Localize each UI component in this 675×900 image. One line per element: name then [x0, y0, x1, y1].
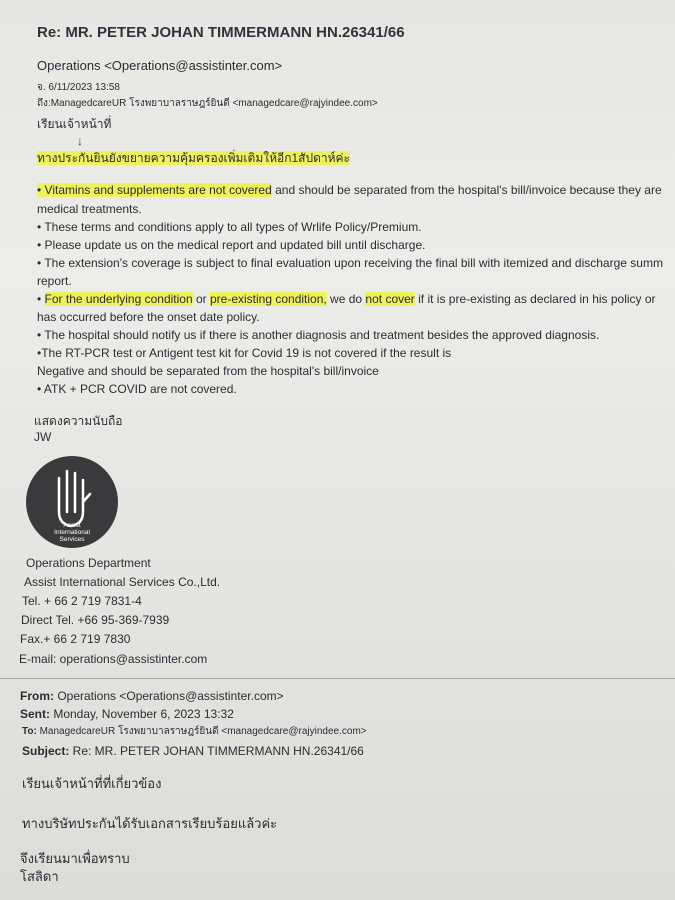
reply-to: [22, 725, 367, 739]
reply-sent-value: Monday, November 6, 2023 13:32: [50, 707, 234, 721]
email-subject: Re: MR. PETER JOHAN TIMMERMANN HN.26341/66: [37, 24, 405, 41]
sig-dept: Operations Department: [26, 556, 151, 570]
bullet-preexisting-a: •: [37, 292, 45, 306]
reply-from-value: Operations <Operations@assistinter.com>: [54, 689, 284, 703]
reply-from-label: From:: [20, 689, 54, 703]
bullet-terms: • These terms and conditions apply to all types of Wrlife Policy/Premium.: [37, 220, 422, 234]
greeting: เรียนเจ้าหน้าที่: [37, 117, 112, 131]
hand-icon: [26, 456, 118, 548]
divider: [0, 678, 675, 679]
logo-text-services: Services: [59, 536, 85, 543]
bullet-vitamins-highlight: • Vitamins and supplements are not covered: [37, 183, 272, 197]
sig-tel: Tel. + 66 2 719 7831-4: [22, 594, 142, 608]
initials: JW: [34, 430, 52, 444]
handwritten-arrow: ↓: [77, 134, 83, 148]
bullet-rtpcr: •The RT-PCR test or Antigent test kit for Covid 19 is not covered if the result is: [37, 346, 452, 360]
reply-subject-value: Re: MR. PETER JOHAN TIMMERMANN HN.26341/66: [69, 744, 364, 758]
reply-from: [20, 689, 284, 703]
bullet-update: • Please update us on the medical report and updated bill until discharge.: [37, 238, 426, 252]
reply-greeting: เรียนเจ้าหน้าที่ที่เกี่ยวข้อง: [22, 776, 162, 791]
sig-email: E-mail: operations@assistinter.com: [19, 652, 208, 666]
logo-text-international: International: [54, 529, 90, 536]
reply-subject: [22, 744, 364, 758]
bullet-extension-cont: report.: [37, 274, 72, 288]
bullet-extension: • The extension's coverage is subject to final evaluation upon receiving the final bill with itemized and discharge summ: [37, 256, 663, 270]
bullet-preexisting-cont: has occurred before the onset date policy.: [37, 310, 260, 324]
bullet-preexisting: [37, 292, 656, 306]
bullet-atk: • ATK + PCR COVID are not covered.: [37, 382, 237, 396]
company-logo: [26, 456, 118, 548]
bullet-vitamins-rest: and should be separated from the hospital's bill/invoice because they are: [271, 183, 662, 197]
email-from: Operations <Operations@assistinter.com>: [37, 58, 283, 73]
reply-body: ทางบริษัทประกันได้รับเอกสารเรียบร้อยแล้วค่ะ: [22, 816, 278, 831]
bullet-preexisting-c: we do: [326, 292, 366, 306]
reply-sent-label: Sent:: [20, 707, 50, 721]
bullet-vitamins: [37, 183, 662, 197]
bullet-preexisting-d: if it is pre-existing as declared in his policy or: [414, 292, 656, 306]
reply-closing: จึงเรียนมาเพื่อทราบ: [20, 851, 130, 866]
extension-note-text: ทางประกันยินยังขยายความคุ้มครองเพิ่มเติมให้อีก1สัปดาห์ค่ะ: [37, 151, 351, 165]
email-date: จ. 6/11/2023 13:58: [37, 82, 120, 93]
bullet-preexisting-hl1: For the underlying condition: [44, 292, 193, 306]
reply-name: โสลิดา: [20, 869, 59, 884]
bullet-preexisting-b: or: [192, 292, 210, 306]
reply-to-value: ManagedcareUR โรงพยาบาลราษฎร์ยินดี <managedcare@rajyindee.com>: [36, 726, 367, 737]
bullet-rtpcr-cont: Negative and should be separated from the hospital's bill/invoice: [37, 364, 379, 378]
reply-subject-label: Subject:: [22, 744, 70, 758]
bullet-notify: • The hospital should notify us if there is another diagnosis and treatment besides the approved diagnosis.: [37, 328, 600, 342]
regards: แสดงความนับถือ: [34, 414, 123, 428]
reply-to-label: To:: [22, 726, 37, 737]
email-to: ถึง:ManagedcareUR โรงพยาบาลราษฎร์ยินดี <managedcare@rajyindee.com>: [37, 98, 378, 109]
logo-text-assist: Assist: [63, 522, 81, 529]
bullet-preexisting-hl3: not cover: [365, 292, 415, 306]
bullet-preexisting-hl2: pre-existing condition,: [209, 292, 327, 306]
sig-fax: Fax.+ 66 2 719 7830: [20, 632, 131, 646]
sig-company: Assist International Services Co.,Ltd.: [24, 575, 221, 589]
bullet-vitamins-cont: medical treatments.: [37, 202, 142, 216]
extension-note: [37, 151, 350, 165]
reply-sent: [20, 707, 234, 721]
sig-direct: Direct Tel. +66 95-369-7939: [21, 613, 170, 627]
